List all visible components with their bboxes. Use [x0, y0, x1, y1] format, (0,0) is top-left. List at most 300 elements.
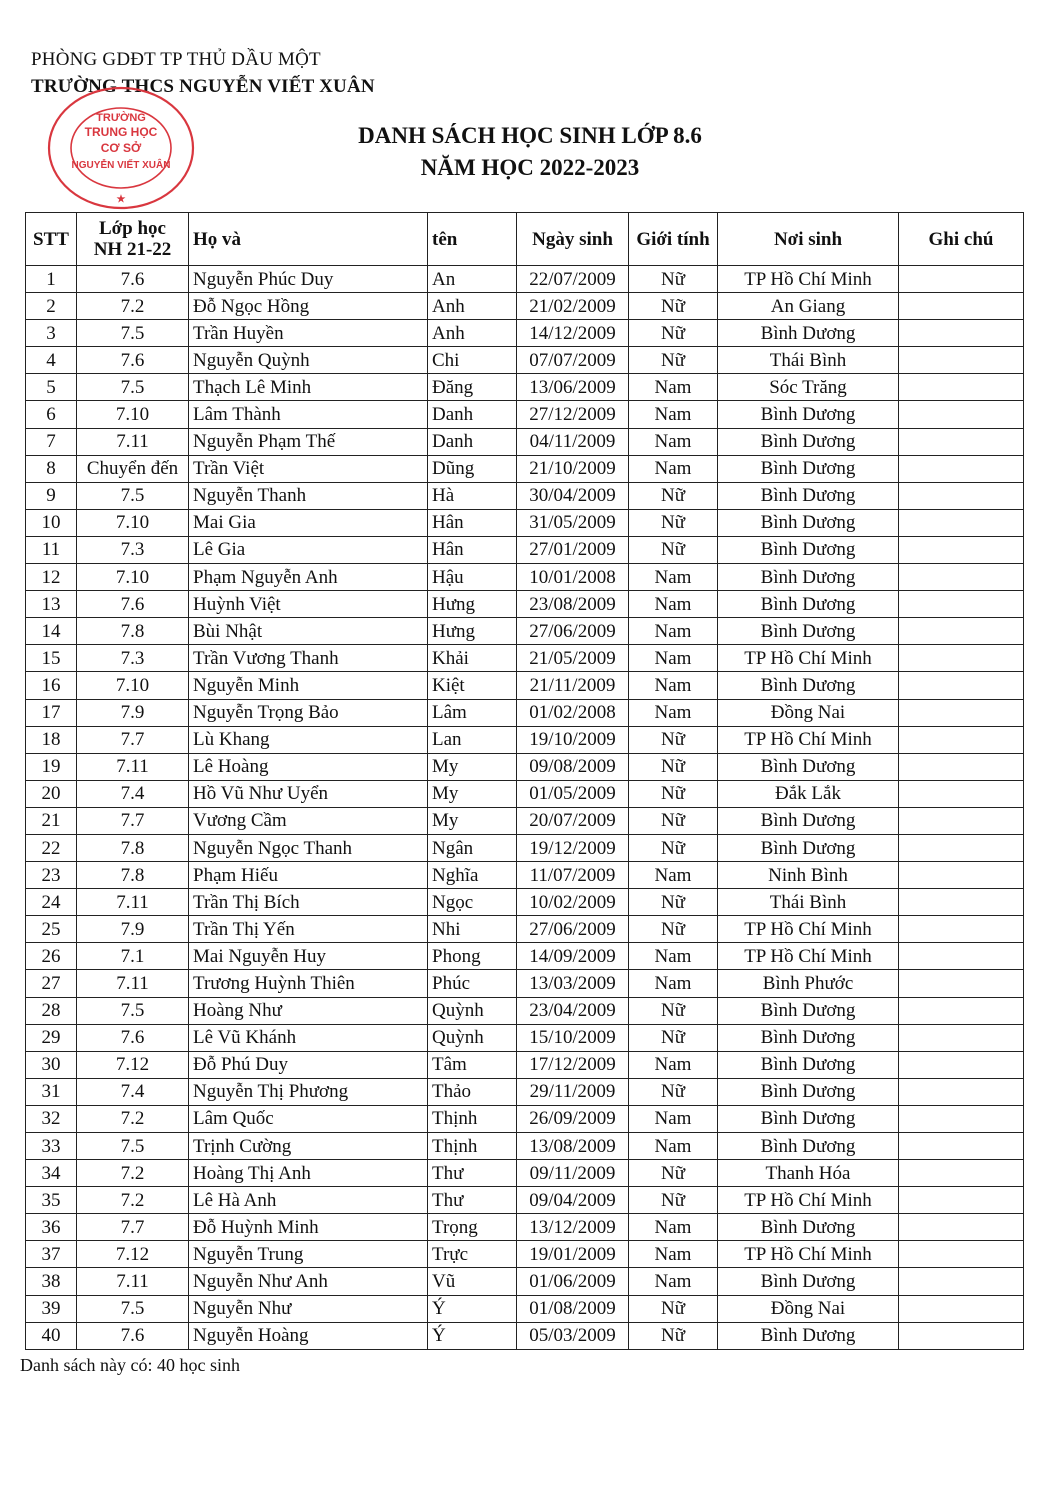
document-title: DANH SÁCH HỌC SINH LỚP 8.6 — [358, 123, 702, 148]
cell-note — [899, 1133, 1024, 1160]
cell-name: Nhi — [428, 916, 517, 943]
cell-birthplace: Bình Dương — [718, 672, 899, 699]
cell-name: My — [428, 807, 517, 834]
cell-birthplace: TP Hồ Chí Minh — [718, 266, 899, 293]
cell-birthplace: TP Hồ Chí Minh — [718, 726, 899, 753]
cell-gender: Nam — [629, 862, 718, 889]
cell-class: Chuyển đến — [77, 455, 189, 482]
cell-dob: 15/10/2009 — [517, 1024, 629, 1051]
header-class — [77, 213, 189, 266]
table-row — [26, 1078, 1024, 1105]
cell-surname: Trương Huỳnh Thiên — [189, 970, 428, 997]
header-name: tên — [428, 213, 517, 266]
cell-gender: Nữ — [629, 1187, 718, 1214]
cell-name: Danh — [428, 401, 517, 428]
cell-gender: Nữ — [629, 753, 718, 780]
cell-note — [899, 347, 1024, 374]
cell-class: 7.2 — [77, 1160, 189, 1187]
cell-birthplace: Bình Dương — [718, 428, 899, 455]
cell-stt: 29 — [26, 1024, 77, 1051]
cell-surname: Lù Khang — [189, 726, 428, 753]
table-header-row — [26, 213, 1024, 266]
cell-class: 7.8 — [77, 862, 189, 889]
cell-surname: Nguyễn Trung — [189, 1241, 428, 1268]
cell-birthplace: Bình Dương — [718, 482, 899, 509]
cell-stt: 22 — [26, 834, 77, 861]
cell-name: Thư — [428, 1160, 517, 1187]
cell-birthplace: Bình Dương — [718, 807, 899, 834]
cell-dob: 29/11/2009 — [517, 1078, 629, 1105]
table-row — [26, 1268, 1024, 1295]
cell-class: 7.10 — [77, 672, 189, 699]
list-summary: Danh sách này có: 40 học sinh — [20, 1355, 240, 1375]
cell-name: Hà — [428, 482, 517, 509]
cell-class: 7.4 — [77, 780, 189, 807]
cell-class: 7.9 — [77, 916, 189, 943]
cell-gender: Nữ — [629, 266, 718, 293]
cell-name: Quỳnh — [428, 1024, 517, 1051]
cell-name: Thịnh — [428, 1133, 517, 1160]
table-row — [26, 699, 1024, 726]
cell-dob: 21/11/2009 — [517, 672, 629, 699]
stamp-line-1: TRƯỜNG — [96, 112, 146, 124]
table-row — [26, 726, 1024, 753]
cell-surname: Hoàng Thị Anh — [189, 1160, 428, 1187]
cell-stt: 12 — [26, 564, 77, 591]
cell-dob: 20/07/2009 — [517, 807, 629, 834]
cell-note — [899, 780, 1024, 807]
table-row — [26, 834, 1024, 861]
cell-birthplace: Đắk Lắk — [718, 780, 899, 807]
cell-birthplace: Đồng Nai — [718, 699, 899, 726]
cell-dob: 23/04/2009 — [517, 997, 629, 1024]
cell-birthplace: Bình Dương — [718, 401, 899, 428]
cell-class: 7.6 — [77, 591, 189, 618]
cell-note — [899, 997, 1024, 1024]
cell-name: Đăng — [428, 374, 517, 401]
cell-stt: 13 — [26, 591, 77, 618]
table-row — [26, 943, 1024, 970]
cell-stt: 11 — [26, 536, 77, 563]
cell-surname: Trịnh Cường — [189, 1133, 428, 1160]
cell-dob: 27/01/2009 — [517, 536, 629, 563]
cell-birthplace: An Giang — [718, 293, 899, 320]
table-row — [26, 862, 1024, 889]
cell-note — [899, 1268, 1024, 1295]
cell-birthplace: Bình Dương — [718, 834, 899, 861]
cell-class: 7.2 — [77, 293, 189, 320]
cell-stt: 35 — [26, 1187, 77, 1214]
cell-gender: Nữ — [629, 347, 718, 374]
cell-dob: 14/09/2009 — [517, 943, 629, 970]
cell-gender: Nam — [629, 1105, 718, 1132]
cell-class: 7.9 — [77, 699, 189, 726]
cell-birthplace: TP Hồ Chí Minh — [718, 645, 899, 672]
cell-birthplace: Ninh Bình — [718, 862, 899, 889]
cell-stt: 8 — [26, 455, 77, 482]
cell-surname: Vương Cầm — [189, 807, 428, 834]
table-row — [26, 1051, 1024, 1078]
cell-note — [899, 862, 1024, 889]
table-row — [26, 1295, 1024, 1322]
cell-gender: Nam — [629, 1268, 718, 1295]
cell-dob: 01/06/2009 — [517, 1268, 629, 1295]
cell-gender: Nam — [629, 1051, 718, 1078]
cell-name: Ngọc — [428, 889, 517, 916]
cell-note — [899, 401, 1024, 428]
table-row — [26, 970, 1024, 997]
cell-note — [899, 1105, 1024, 1132]
cell-note — [899, 428, 1024, 455]
cell-gender: Nữ — [629, 509, 718, 536]
cell-name: Nghĩa — [428, 862, 517, 889]
cell-surname: Lâm Quốc — [189, 1105, 428, 1132]
cell-birthplace: Bình Dương — [718, 320, 899, 347]
cell-gender: Nữ — [629, 889, 718, 916]
cell-surname: Lâm Thành — [189, 401, 428, 428]
cell-name: Anh — [428, 320, 517, 347]
svg-text:★: ★ — [116, 194, 126, 205]
stamp-line-2: TRUNG HỌC — [84, 125, 158, 139]
cell-name: Quỳnh — [428, 997, 517, 1024]
cell-class: 7.5 — [77, 482, 189, 509]
cell-class: 7.2 — [77, 1187, 189, 1214]
cell-note — [899, 1295, 1024, 1322]
cell-note — [899, 807, 1024, 834]
cell-surname: Trần Vương Thanh — [189, 645, 428, 672]
table-row — [26, 1241, 1024, 1268]
cell-note — [899, 320, 1024, 347]
table-row — [26, 293, 1024, 320]
header-birthplace: Nơi sinh — [718, 213, 899, 266]
cell-class: 7.10 — [77, 509, 189, 536]
school-year: NĂM HỌC 2022-2023 — [420, 155, 640, 180]
cell-name: Hậu — [428, 564, 517, 591]
cell-stt: 19 — [26, 753, 77, 780]
cell-note — [899, 374, 1024, 401]
cell-surname: Hoàng Như — [189, 997, 428, 1024]
cell-dob: 19/12/2009 — [517, 834, 629, 861]
cell-class: 7.12 — [77, 1241, 189, 1268]
cell-stt: 26 — [26, 943, 77, 970]
cell-note — [899, 943, 1024, 970]
table-row — [26, 1187, 1024, 1214]
header-note: Ghi chú — [899, 213, 1024, 266]
cell-stt: 31 — [26, 1078, 77, 1105]
cell-gender: Nữ — [629, 293, 718, 320]
cell-birthplace: Bình Dương — [718, 618, 899, 645]
cell-gender: Nữ — [629, 834, 718, 861]
table-row — [26, 780, 1024, 807]
school-seal-stamp — [38, 86, 204, 216]
cell-birthplace: Đồng Nai — [718, 1295, 899, 1322]
cell-class: 7.11 — [77, 753, 189, 780]
cell-birthplace: Bình Dương — [718, 1024, 899, 1051]
cell-note — [899, 1078, 1024, 1105]
table-row — [26, 807, 1024, 834]
cell-note — [899, 1241, 1024, 1268]
cell-note — [899, 970, 1024, 997]
cell-dob: 27/12/2009 — [517, 401, 629, 428]
cell-class: 7.11 — [77, 889, 189, 916]
cell-gender: Nữ — [629, 1024, 718, 1051]
cell-dob: 13/08/2009 — [517, 1133, 629, 1160]
cell-stt: 30 — [26, 1051, 77, 1078]
cell-dob: 14/12/2009 — [517, 320, 629, 347]
student-list-table — [25, 212, 1024, 1350]
cell-class: 7.5 — [77, 374, 189, 401]
cell-birthplace: Bình Dương — [718, 536, 899, 563]
cell-name: Hưng — [428, 618, 517, 645]
cell-birthplace: Thái Bình — [718, 889, 899, 916]
cell-note — [899, 699, 1024, 726]
cell-stt: 28 — [26, 997, 77, 1024]
cell-dob: 26/09/2009 — [517, 1105, 629, 1132]
cell-dob: 13/06/2009 — [517, 374, 629, 401]
cell-name: Vũ — [428, 1268, 517, 1295]
cell-birthplace: TP Hồ Chí Minh — [718, 943, 899, 970]
cell-birthplace: TP Hồ Chí Minh — [718, 1241, 899, 1268]
cell-class: 7.6 — [77, 347, 189, 374]
cell-stt: 4 — [26, 347, 77, 374]
cell-dob: 21/10/2009 — [517, 455, 629, 482]
school-name: TRƯỜNG THCS NGUYỄN VIẾT XUÂN — [31, 76, 375, 97]
table-row — [26, 672, 1024, 699]
cell-dob: 22/07/2009 — [517, 266, 629, 293]
cell-birthplace: Bình Dương — [718, 1322, 899, 1349]
table-row — [26, 591, 1024, 618]
cell-name: Ý — [428, 1322, 517, 1349]
cell-gender: Nữ — [629, 536, 718, 563]
cell-gender: Nam — [629, 943, 718, 970]
cell-surname: Trần Huyền — [189, 320, 428, 347]
cell-class: 7.5 — [77, 997, 189, 1024]
header-class-line2: NH 21-22 — [93, 239, 172, 260]
cell-dob: 27/06/2009 — [517, 916, 629, 943]
cell-note — [899, 834, 1024, 861]
header-dob: Ngày sinh — [517, 213, 629, 266]
cell-note — [899, 1187, 1024, 1214]
cell-stt: 15 — [26, 645, 77, 672]
cell-birthplace: TP Hồ Chí Minh — [718, 916, 899, 943]
cell-stt: 7 — [26, 428, 77, 455]
cell-name: Hưng — [428, 591, 517, 618]
cell-surname: Đỗ Huỳnh Minh — [189, 1214, 428, 1241]
header-stt: STT — [26, 213, 77, 266]
cell-note — [899, 536, 1024, 563]
cell-gender: Nam — [629, 374, 718, 401]
cell-stt: 16 — [26, 672, 77, 699]
cell-dob: 17/12/2009 — [517, 1051, 629, 1078]
cell-note — [899, 618, 1024, 645]
cell-note — [899, 564, 1024, 591]
cell-gender: Nữ — [629, 807, 718, 834]
cell-dob: 05/03/2009 — [517, 1322, 629, 1349]
header-surname: Họ và — [189, 213, 428, 266]
cell-class: 7.10 — [77, 564, 189, 591]
table-row — [26, 1322, 1024, 1349]
cell-surname: Hồ Vũ Như Uyển — [189, 780, 428, 807]
cell-name: Thảo — [428, 1078, 517, 1105]
table-row — [26, 320, 1024, 347]
cell-stt: 10 — [26, 509, 77, 536]
table-body — [26, 266, 1024, 1350]
cell-gender: Nữ — [629, 1322, 718, 1349]
cell-surname: Nguyễn Như — [189, 1295, 428, 1322]
cell-surname: Nguyễn Thanh — [189, 482, 428, 509]
cell-note — [899, 726, 1024, 753]
cell-surname: Bùi Nhật — [189, 618, 428, 645]
cell-gender: Nam — [629, 455, 718, 482]
cell-gender: Nam — [629, 672, 718, 699]
cell-birthplace: Bình Dương — [718, 997, 899, 1024]
cell-dob: 30/04/2009 — [517, 482, 629, 509]
cell-dob: 31/05/2009 — [517, 509, 629, 536]
cell-note — [899, 1322, 1024, 1349]
cell-stt: 32 — [26, 1105, 77, 1132]
cell-surname: Đỗ Phú Duy — [189, 1051, 428, 1078]
cell-note — [899, 482, 1024, 509]
cell-birthplace: Bình Dương — [718, 1268, 899, 1295]
cell-surname: Huỳnh Việt — [189, 591, 428, 618]
table-row — [26, 997, 1024, 1024]
cell-gender: Nữ — [629, 1078, 718, 1105]
table-row — [26, 1105, 1024, 1132]
cell-dob: 04/11/2009 — [517, 428, 629, 455]
table-row — [26, 753, 1024, 780]
cell-gender: Nam — [629, 1133, 718, 1160]
cell-dob: 09/11/2009 — [517, 1160, 629, 1187]
header-gender: Giới tính — [629, 213, 718, 266]
cell-class: 7.7 — [77, 807, 189, 834]
cell-surname: Trần Thị Bích — [189, 889, 428, 916]
cell-dob: 10/01/2008 — [517, 564, 629, 591]
cell-note — [899, 1160, 1024, 1187]
cell-stt: 3 — [26, 320, 77, 347]
cell-gender: Nam — [629, 591, 718, 618]
cell-dob: 21/05/2009 — [517, 645, 629, 672]
cell-name: Thịnh — [428, 1105, 517, 1132]
cell-stt: 36 — [26, 1214, 77, 1241]
cell-note — [899, 889, 1024, 916]
table-row — [26, 1214, 1024, 1241]
cell-gender: Nam — [629, 618, 718, 645]
department-name: PHÒNG GDĐT TP THỦ DẦU MỘT — [31, 49, 321, 70]
table-row — [26, 916, 1024, 943]
cell-stt: 40 — [26, 1322, 77, 1349]
cell-name: Hân — [428, 509, 517, 536]
cell-note — [899, 1051, 1024, 1078]
cell-class: 7.11 — [77, 1268, 189, 1295]
cell-name: Hân — [428, 536, 517, 563]
cell-surname: Lê Hà Anh — [189, 1187, 428, 1214]
cell-surname: Nguyễn Quỳnh — [189, 347, 428, 374]
cell-stt: 2 — [26, 293, 77, 320]
cell-class: 7.5 — [77, 320, 189, 347]
cell-birthplace: Bình Dương — [718, 1051, 899, 1078]
table-row — [26, 645, 1024, 672]
cell-class: 7.7 — [77, 1214, 189, 1241]
cell-birthplace: TP Hồ Chí Minh — [718, 1187, 899, 1214]
stamp-line-3: CƠ SỞ — [100, 141, 142, 155]
cell-note — [899, 591, 1024, 618]
stamp-line-4: NGUYỄN VIẾT XUÂN — [71, 160, 171, 171]
cell-note — [899, 455, 1024, 482]
cell-gender: Nữ — [629, 780, 718, 807]
cell-note — [899, 1024, 1024, 1051]
cell-class: 7.6 — [77, 266, 189, 293]
table-row — [26, 347, 1024, 374]
cell-name: Lâm — [428, 699, 517, 726]
cell-note — [899, 293, 1024, 320]
table-row — [26, 401, 1024, 428]
cell-birthplace: Bình Dương — [718, 509, 899, 536]
cell-gender: Nam — [629, 699, 718, 726]
cell-dob: 23/08/2009 — [517, 591, 629, 618]
cell-dob: 19/10/2009 — [517, 726, 629, 753]
cell-class: 7.7 — [77, 726, 189, 753]
cell-stt: 39 — [26, 1295, 77, 1322]
cell-birthplace: Bình Phước — [718, 970, 899, 997]
cell-stt: 25 — [26, 916, 77, 943]
cell-gender: Nam — [629, 645, 718, 672]
cell-class: 7.2 — [77, 1105, 189, 1132]
cell-name: Kiệt — [428, 672, 517, 699]
cell-class: 7.10 — [77, 401, 189, 428]
cell-dob: 01/08/2009 — [517, 1295, 629, 1322]
cell-surname: Mai Nguyễn Huy — [189, 943, 428, 970]
cell-surname: Nguyễn Như Anh — [189, 1268, 428, 1295]
cell-gender: Nam — [629, 1214, 718, 1241]
table-row — [26, 374, 1024, 401]
cell-name: Danh — [428, 428, 517, 455]
cell-surname: Thạch Lê Minh — [189, 374, 428, 401]
cell-stt: 18 — [26, 726, 77, 753]
cell-gender: Nam — [629, 970, 718, 997]
cell-class: 7.8 — [77, 618, 189, 645]
cell-class: 7.5 — [77, 1295, 189, 1322]
cell-gender: Nữ — [629, 1295, 718, 1322]
cell-name: Thư — [428, 1187, 517, 1214]
cell-gender: Nam — [629, 401, 718, 428]
cell-birthplace: Bình Dương — [718, 1078, 899, 1105]
cell-name: Lan — [428, 726, 517, 753]
cell-surname: Phạm Hiếu — [189, 862, 428, 889]
cell-dob: 13/12/2009 — [517, 1214, 629, 1241]
cell-surname: Trần Việt — [189, 455, 428, 482]
cell-stt: 27 — [26, 970, 77, 997]
cell-surname: Nguyễn Phạm Thế — [189, 428, 428, 455]
cell-gender: Nam — [629, 428, 718, 455]
cell-stt: 5 — [26, 374, 77, 401]
cell-name: Chi — [428, 347, 517, 374]
cell-birthplace: Bình Dương — [718, 1214, 899, 1241]
cell-dob: 11/07/2009 — [517, 862, 629, 889]
cell-dob: 01/02/2008 — [517, 699, 629, 726]
cell-surname: Nguyễn Ngọc Thanh — [189, 834, 428, 861]
cell-dob: 01/05/2009 — [517, 780, 629, 807]
cell-stt: 24 — [26, 889, 77, 916]
table-row — [26, 509, 1024, 536]
cell-surname: Đỗ Ngọc Hồng — [189, 293, 428, 320]
cell-name: Khải — [428, 645, 517, 672]
cell-birthplace: Bình Dương — [718, 753, 899, 780]
table-row — [26, 564, 1024, 591]
cell-name: My — [428, 753, 517, 780]
cell-birthplace: Thái Bình — [718, 347, 899, 374]
cell-gender: Nữ — [629, 482, 718, 509]
cell-name: Phúc — [428, 970, 517, 997]
